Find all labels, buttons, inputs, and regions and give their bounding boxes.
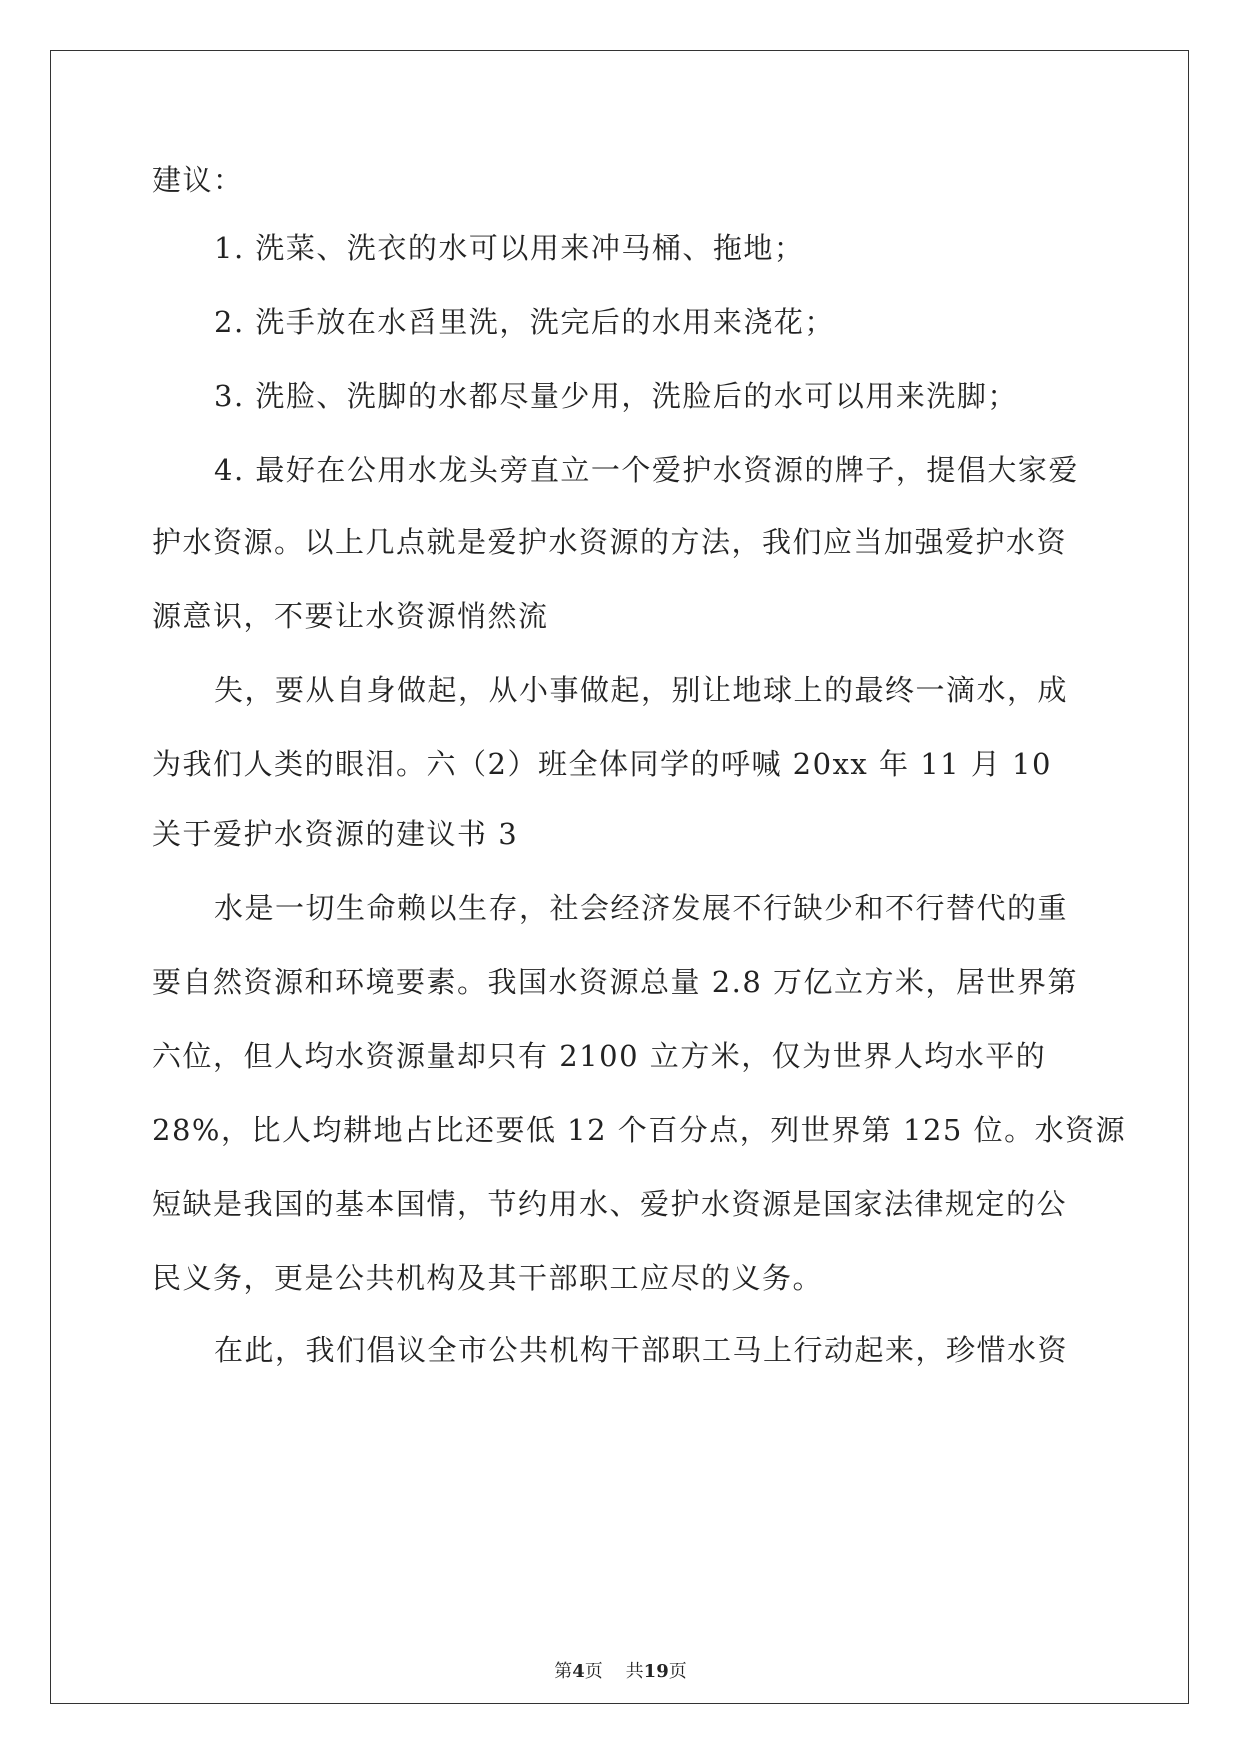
- paragraph-line: 民义务，更是公共机构及其干部职工应尽的义务。: [152, 1261, 824, 1295]
- list-item: 1. 洗菜、洗衣的水可以用来冲马桶、拖地；: [214, 231, 805, 265]
- total-page-count: 19: [643, 1661, 669, 1682]
- list-item: 4. 最好在公用水龙头旁直立一个爱护水资源的牌子，提倡大家爱: [214, 453, 1079, 487]
- page-footer: [0, 1660, 1241, 1684]
- paragraph-line: 建议：: [152, 163, 244, 197]
- paragraph-line: 六位，但人均水资源量却只有 2100 立方米，仅为世界人均水平的: [152, 1039, 1047, 1073]
- paragraph-line: 护水资源。以上几点就是爱护水资源的方法，我们应当加强爱护水资: [152, 525, 1068, 559]
- list-item: 3. 洗脸、洗脚的水都尽量少用，洗脸后的水可以用来洗脚；: [214, 379, 1018, 413]
- footer-page-suffix: 页: [584, 1661, 603, 1682]
- list-item: 2. 洗手放在水舀里洗，洗完后的水用来浇花；: [214, 305, 835, 339]
- paragraph-line: 为我们人类的眼泪。六（2）班全体同学的呼喊 20xx 年 11 月 10: [152, 747, 1052, 781]
- paragraph-line: 水是一切生命赖以生存，社会经济发展不行缺少和不行替代的重: [214, 891, 1069, 925]
- page-frame: [50, 50, 1189, 1704]
- paragraph-line: 在此，我们倡议全市公共机构干部职工马上行动起来，珍惜水资: [214, 1333, 1069, 1367]
- paragraph-line: 要自然资源和环境要素。我国水资源总量 2.8 万亿立方米，居世界第: [152, 965, 1079, 999]
- paragraph-line: 短缺是我国的基本国情，节约用水、爱护水资源是国家法律规定的公: [152, 1187, 1068, 1221]
- current-page-number: 4: [572, 1661, 585, 1682]
- footer-total-prefix: 共: [625, 1661, 644, 1682]
- paragraph-line: 源意识，不要让水资源悄然流: [152, 599, 549, 633]
- paragraph-line: 28%，比人均耕地占比还要低 12 个百分点，列世界第 125 位。水资源: [152, 1113, 1127, 1147]
- footer-prefix: 第: [554, 1661, 573, 1682]
- section-heading: 关于爱护水资源的建议书 3: [152, 817, 519, 851]
- footer-total-suffix: 页: [668, 1661, 687, 1682]
- paragraph-line: 失，要从自身做起，从小事做起，别让地球上的最终一滴水，成: [214, 673, 1069, 707]
